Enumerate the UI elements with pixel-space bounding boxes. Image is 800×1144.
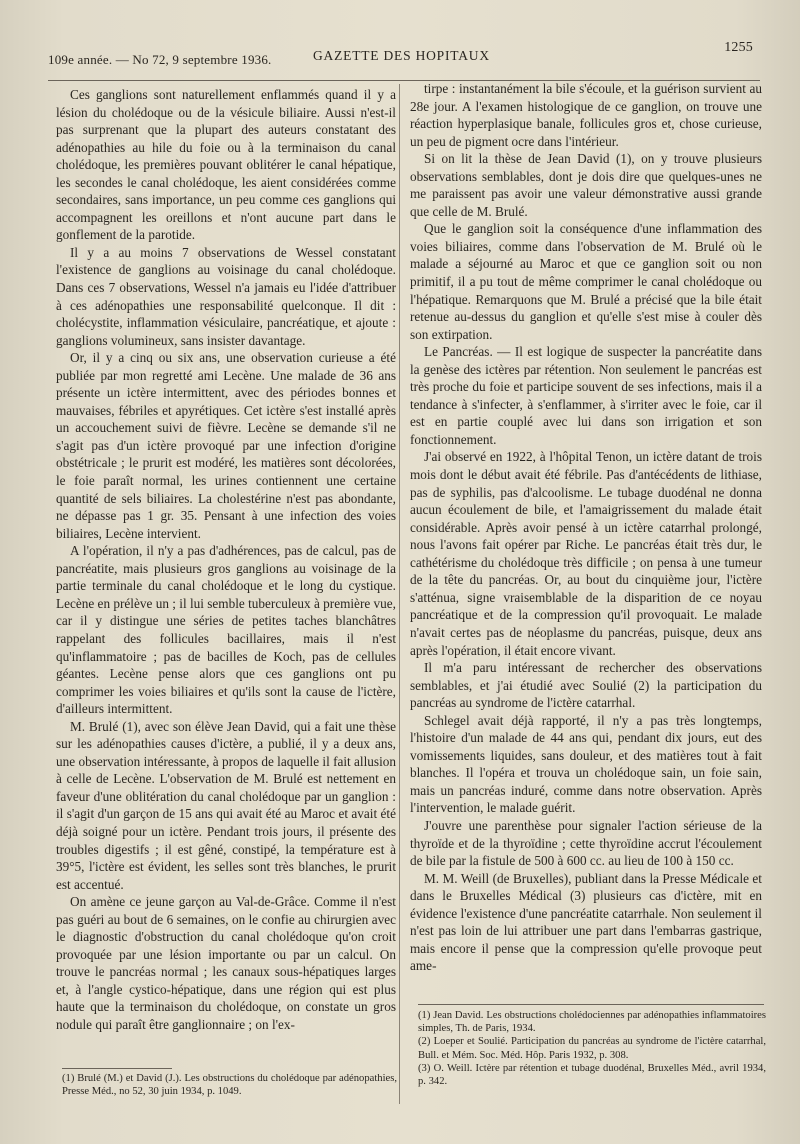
footnote-rule-right (418, 1004, 764, 1005)
right-footnotes (418, 1009, 766, 1088)
footnote-rule-left (62, 1068, 172, 1069)
paragraph: Schlegel avait déjà rapporté, il n'y a pas très longtemps, l'histoire d'un malade de 44 ans qui, pendant dix jours, eut des vomissements liquides, sans douleur, et des matières tout à fait blanches. Il l'opéra et trouva un cholédoque sain, un foie sain, mais un pancréas induré, comme dans notre observation. Après l'intervention, le malade guérit. (410, 712, 762, 816)
paragraph: J'ouvre une parenthèse pour signaler l'action sérieuse de la thyroïde et de la thyroïdine ; cette thyroïdine accrut l'écoulement de bile par la fistule de 500 à 600 cc. au lieu de 100 à 150 cc. (410, 817, 762, 869)
page-number: 1255 (724, 40, 753, 55)
paragraph: A l'opération, il n'y a pas d'adhérences, pas de calcul, pas de pancréatite, mais plusieurs gros ganglions au voisinage de la partie terminale du canal cholédoque et le long du cystique. Lecène en prélève un ; il lui semble tuberculeux à première vue, car il y distingue une séries de petites taches blanchâtres rappelant des follicules bacillaires, mais il n'est qu'inflammatoire ; pas de bacilles de Koch, pas de cellules géantes. Lecène pense alors que ces ganglions ont pu comprimer les voies biliaires et qu'ils sont la cause de l'ictère, d'ailleurs intermittent. (56, 543, 396, 717)
running-header (48, 42, 753, 68)
paragraph: Ces ganglions sont naturellement enflammés quand il y a lésion du cholédoque ou de la vésicule biliaire. Aussi n'est-il pas surprenant que la plupart des auteurs constatant des adénopathies au hile du foie ou à la terminaison du canal cholédoque, les premières pouvant oblitérer le canal hépatique, les secondes le canal cholédoque, les aient considérées comme secondaires, sans importance, un peu comme ces ganglions qui accompagnent les oreillons et n'ont aucune part dans le gonflement de la parotide. (56, 87, 396, 243)
left-footnotes (62, 1072, 397, 1098)
paragraph: Que le ganglion soit la conséquence d'une inflammation des voies biliaires, comme dans l'observation de M. Brulé où le malade a séjourné au Maroc et que ce ganglion soit ou non primitif, il a pu tout de même comprimer le canal cholédoque ou l'hépatique. Remarquons que M. Brulé a précisé que la bile était retenue au-dessus du ganglion et qu'elle s'est mise à couler dès son extirpation. (410, 221, 762, 342)
issue-line: 109e année. — No 72, 9 septembre 1936. (48, 52, 272, 67)
paragraph: Or, il y a cinq ou six ans, une observation curieuse a été publiée par mon regretté ami Lecène. Une malade de 36 ans présente un ictère intermittent, avec des périodes bonnes et mauvaises, fébriles et apyrétiques. Cet ictère s'est installé après un accouchement suivi de fièvre. Lecène se demande s'il ne s'agit pas d'un ictère provoqué par une infection d'origine obstétricale ; le prurit est modéré, les matières sont décolorées, le foie paraît normal, les urines contiennent une certaine quantité de sels biliaires. La cholestérine n'est pas abondante, ne dépasse pas 1 gr. 35. Pensant à une infection des voies biliaires, Lecène intervient. (56, 350, 396, 541)
footnote: (2) Loeper et Soulié. Participation du pancréas au syndrome de l'ictère catarrhal, Bull. et Mém. Soc. Méd. Hôp. Paris 1932, p. 308. (418, 1036, 766, 1061)
footnote: (1) Brulé (M.) et David (J.). Les obstructions du cholédoque par adénopathies, Presse Méd., no 52, 30 juin 1934, p. 1049. (62, 1073, 397, 1098)
paragraph: Il m'a paru intéressant de rechercher des observations semblables, et j'ai étudié avec Soulié (2) la participation du pancréas au syndrome de l'ictère catarrhal. (410, 660, 762, 711)
paragraph: Le Pancréas. — Il est logique de suspecter la pancréatite dans la genèse des ictères par rétention. Non seulement le pancréas est très proche du foie et participe souvent de ses infections, mais il a tendance à s'infecter, à s'enflammer, à s'irriter avec le foie, car il est en partie couplé avec lui dans son irrigation et son fonctionnement. (410, 344, 762, 447)
journal-title: GAZETTE DES HOPITAUX (313, 48, 490, 63)
paragraph: J'ai observé en 1922, à l'hôpital Tenon, un ictère datant de trois mois dont le début avait été fébrile. Pas d'antécédents de lithiase, pas de syphilis, pas d'alcoolisme. Le tubage duodénal ne donna aucun écoulement de bile, et l'amaigrissement du malade était considérable. Après avoir pensé à un ictère catarrhal prolongé, nous l'avons fait opérer par Riche. Le pancréas était très dur, le cathétérisme du cholédoque très difficile ; on pensa à une tumeur de la tête du pancréas. Or, au bout du cinquième jour, l'ictère s'atténua, signe vraisemblable de la disparition de ce noyau pancréatique et de la compression qu'il provoquait. Le malade n'avait certes pas de néoplasme du pancréas, puisque, deux ans après l'opération, il était encore vivant. (410, 449, 762, 658)
left-column (56, 86, 396, 1034)
paragraph: M. M. Weill (de Bruxelles), publiant dans la Presse Médicale et dans le Bruxelles Médical (3) plusieurs cas d'ictère, mit en évidence l'existence d'une pancréatite catarrhale. Non seulement il n'est pas loin de lui attribuer une part dans l'embarras gastrique, mais encore il pense que la compression qu'elle provoque peut ame- (410, 870, 762, 974)
right-column (410, 80, 762, 975)
paragraph: Si on lit la thèse de Jean David (1), on y trouve plusieurs observations semblables, dont je dois dire que quelques-unes ne me paraissent pas avoir une valeur démonstrative aussi grande que celle de M. Brulé. (410, 151, 762, 219)
column-divider (399, 84, 400, 1104)
paragraph: M. Brulé (1), avec son élève Jean David, qui a fait une thèse sur les adénopathies causes d'ictère, a publié, il y a deux ans, une observation intéressante, à propos de laquelle il fait allusion à celle de Lecène. L'observation de M. Brulé est nettement en faveur d'une oblitération du canal cholédoque par un ganglion : il s'agit d'un garçon de 15 ans qui avait été au Maroc et avait été déjà soigné pour un ictère. Pendant trois jours, il présente des troubles digestifs ; il est gêné, constipé, la température est à 39°5, l'ictère est évident, les selles sont très blanches, le prurit est accentué. (56, 718, 396, 892)
paragraph: tirpe : instantanément la bile s'écoule, et la guérison survient au 28e jour. A l'examen histologique de ce ganglion, on trouve une réaction hyperplasique banale, follicules gros et, chose curieuse, un peu de pigment ocre dans l'intérieur. (410, 81, 762, 149)
footnote: (1) Jean David. Les obstructions cholédociennes par adénopathies inflammatoires simples, Th. de Paris, 1934. (418, 1010, 766, 1035)
footnote: (3) O. Weill. Ictère par rétention et tubage duodénal, Bruxelles Méd., avril 1934, p. 342. (418, 1062, 766, 1088)
paragraph: Il y a au moins 7 observations de Wessel constatant l'existence de ganglions au voisinage du canal cholédoque. Dans ces 7 observations, Wessel n'a jamais eu l'idée d'attribuer à ces adénopathies une responsabilité quelconque. Il dit : cholécystite, inflammation vésiculaire, pancréatique, et ajoute : ganglions volumineux, sans insister davantage. (56, 244, 396, 348)
paragraph: On amène ce jeune garçon au Val-de-Grâce. Comme il n'est pas guéri au bout de 6 semaines, on le confie au chirurgien avec le diagnostic d'obstruction du canal cholédoque qu'on croit provoquée par une lésion importante ou par un calcul. On trouve le pancréas normal ; les canaux sous-hépatiques larges et, à l'angle cystico-hépatique, dans une région qui est plus haute que la terminaison du cholédoque, on constate un gros nodule qui paraît être ganglionnaire ; on l'ex- (56, 894, 396, 1032)
